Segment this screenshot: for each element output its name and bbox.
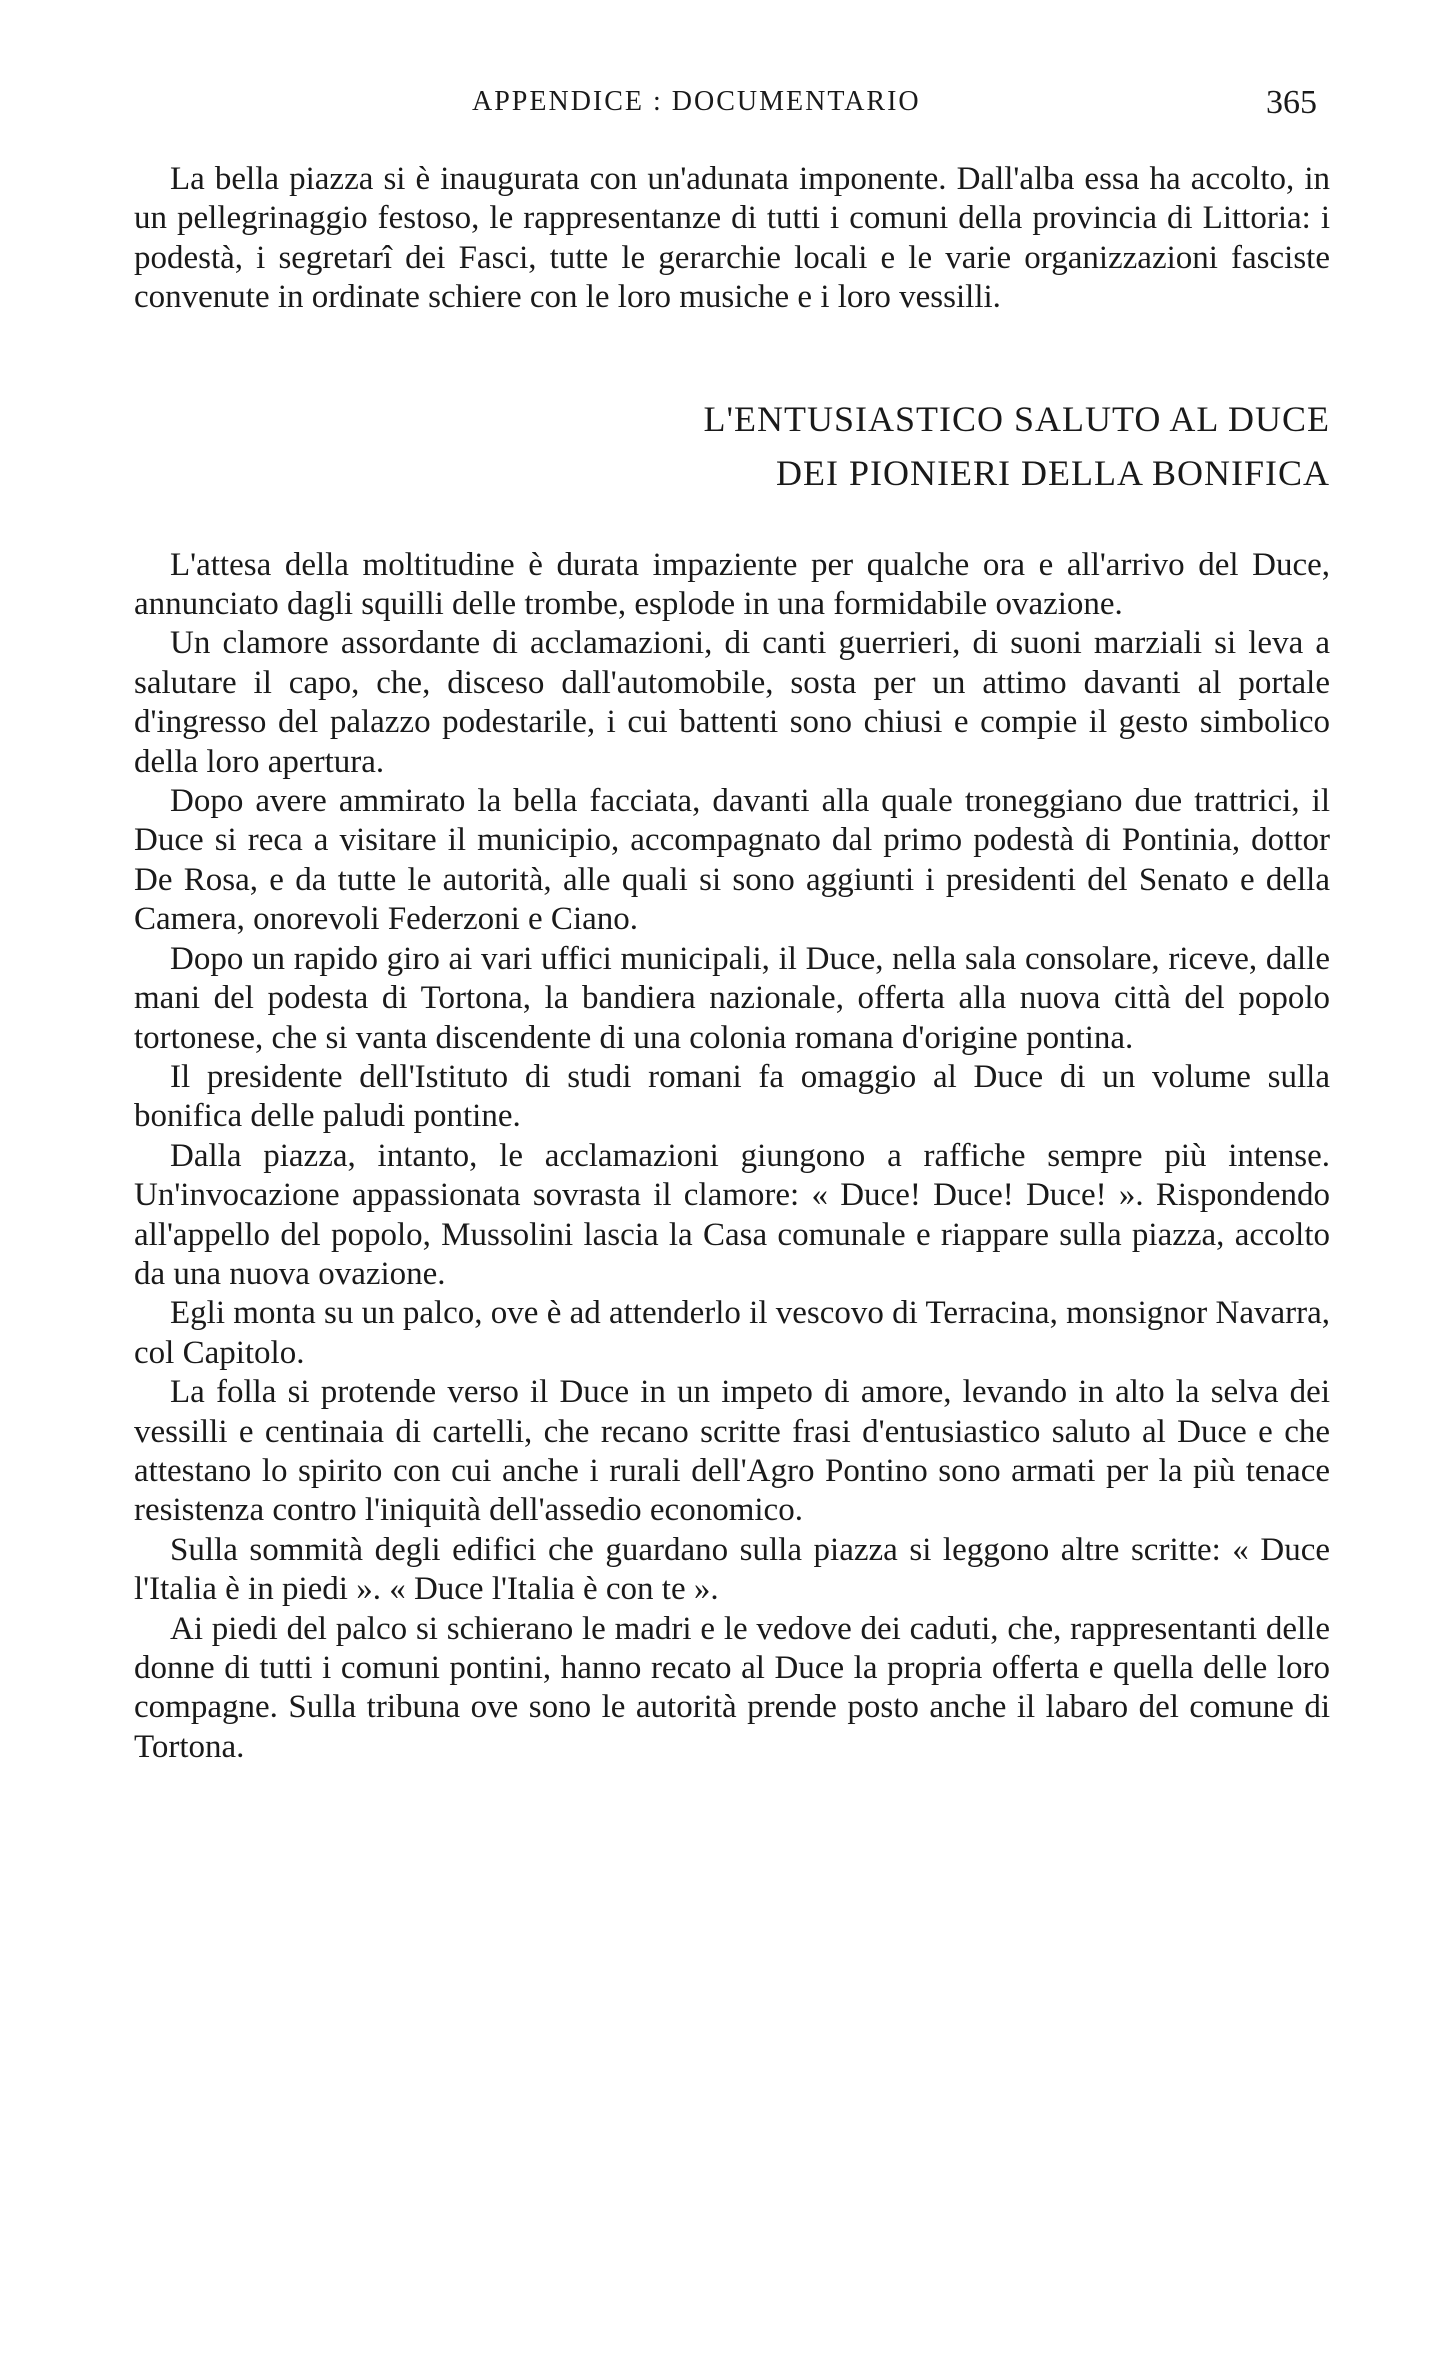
section-heading-line-1: L'ENTUSIASTICO SALUTO AL DUCE	[703, 398, 1330, 439]
running-title: APPENDICE : DOCUMENTARIO	[472, 86, 921, 117]
paragraph: Sulla sommità degli edifici che guardano sulla piazza si leggono altre scritte: « Duce l'Italia è in piedi ». « Duce l'Italia è con te ».	[134, 1531, 1330, 1608]
paragraph: Dalla piazza, intanto, le acclamazioni giungono a raffiche sempre più intense. Un'invocazione appassionata sovrasta il clamore: « Duce! Duce! Duce! ». Rispondendo all'appello del popolo, Mussolini lascia la Casa comunale e riappare sulla piazza, accolto da una nuova ovazione.	[134, 1137, 1330, 1292]
intro-paragraph: La bella piazza si è inaugurata con un'adunata imponente. Dall'alba essa ha accolto, in un pellegrinaggio festoso, le rappresentanze di tutti i comuni della provincia di Littoria: i podestà, i segretarî dei Fasci, tutte le gerarchie locali e le varie organizzazioni fasciste convenute in ordinate schiere con le loro musiche e i loro vessilli.	[134, 161, 1330, 316]
body-text	[134, 160, 1330, 1767]
paragraph: L'attesa della moltitudine è durata impaziente per qualche ora e all'arrivo del Duce, annunciato dagli squilli delle trombe, esplode in una formidabile ovazione.	[134, 546, 1330, 623]
section-heading-line-2: DEI PIONIERI DELLA BONIFICA	[776, 452, 1330, 493]
paragraph: Dopo un rapido giro ai vari uffici municipali, il Duce, nella sala consolare, riceve, dalle mani del podesta di Tortona, la bandiera nazionale, offerta alla nuova città del popolo tortonese, che si vanta discendente di una colonia romana d'origine pontina.	[134, 940, 1330, 1056]
paragraph: Egli monta su un palco, ove è ad attenderlo il vescovo di Terracina, monsignor Navarra, col Capitolo.	[134, 1295, 1330, 1371]
paragraph: Ai piedi del palco si schierano le madri e le vedove dei caduti, che, rappresentanti delle donne di tutti i comuni pontini, hanno recato al Duce la propria offerta e quella delle loro compagne. Sulla tribuna ove sono le autorità prende posto anche il labaro del comune di Tortona.	[134, 1610, 1330, 1765]
paragraph: Il presidente dell'Istituto di studi romani fa omaggio al Duce di un volume sulla bonifica delle paludi pontine.	[134, 1058, 1330, 1135]
page-number: 365	[1266, 84, 1317, 121]
paragraph: Un clamore assordante di acclamazioni, di canti guerrieri, di suoni marziali si leva a salutare il capo, che, disceso dall'automobile, sosta per un attimo davanti al portale d'ingresso del palazzo podestarile, i cui battenti sono chiusi e compie il gesto simbolico della loro apertura.	[134, 625, 1330, 780]
section-heading	[134, 392, 1330, 500]
paragraph: Dopo avere ammirato la bella facciata, davanti alla quale troneggiano due trattrici, il Duce si reca a visitare il municipio, accompagnato dal primo podestà di Pontinia, dottor De Rosa, e da tutte le autorità, alle quali si sono aggiunti i presidenti del Senato e della Camera, onorevoli Federzoni e Ciano.	[134, 783, 1330, 938]
paragraph: La folla si protende verso il Duce in un impeto di amore, levando in alto la selva dei vessilli e centinaia di cartelli, che recano scritte frasi d'entusiastico saluto al Duce e che attestano lo spirito con cui anche i rurali dell'Agro Pontino sono armati per la più tenace resistenza contro l'iniquità dell'assedio economico.	[134, 1374, 1330, 1529]
